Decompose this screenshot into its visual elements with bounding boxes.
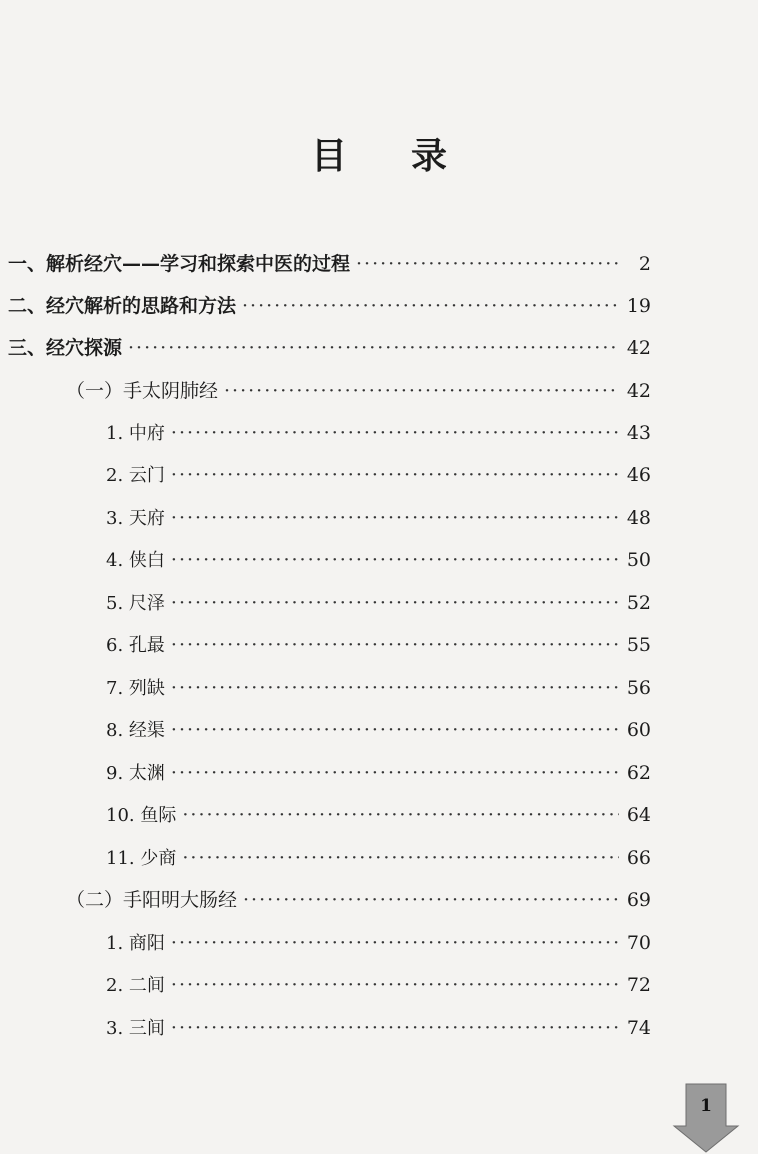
toc-entry[interactable] [106, 627, 651, 663]
dot-leader [171, 925, 619, 961]
toc-entry-page: 48 [626, 507, 651, 529]
toc-entry-page: 66 [626, 847, 651, 869]
toc-entry[interactable] [106, 415, 651, 451]
dot-leader [171, 415, 619, 451]
toc-entry-label: 三、经穴探源 [8, 337, 123, 359]
toc-entry-page: 52 [626, 592, 651, 614]
dot-leader [243, 882, 619, 918]
dot-leader [128, 330, 619, 366]
dot-leader [224, 373, 619, 409]
toc-entry-page: 43 [626, 422, 651, 444]
toc-entry-page: 69 [626, 889, 651, 911]
page-number-badge [672, 1082, 740, 1154]
toc-entry-label: 1. 中府 [106, 423, 165, 444]
toc-entry-label: 二、经穴解析的思路和方法 [8, 295, 237, 317]
dot-leader [242, 288, 619, 324]
toc-entry-label: 一、解析经穴——学习和探索中医的过程 [8, 253, 351, 275]
dot-leader [171, 670, 619, 706]
toc-entry-page: 64 [626, 804, 651, 826]
toc-entry[interactable] [106, 500, 651, 536]
toc-entry-page: 56 [626, 677, 651, 699]
toc-entry-page: 74 [626, 1017, 651, 1039]
toc-entry-page: 60 [626, 719, 651, 741]
toc-entry[interactable] [106, 925, 651, 961]
toc-entry[interactable] [106, 840, 651, 876]
toc-entry-page: 46 [626, 464, 651, 486]
arrow-down-icon [672, 1082, 740, 1154]
toc-entry-label: 7. 列缺 [106, 678, 165, 699]
toc-entry-label: 8. 经渠 [106, 720, 165, 741]
toc-entry-page: 50 [626, 549, 651, 571]
toc-entry[interactable] [106, 670, 651, 706]
toc-entry[interactable] [8, 330, 651, 366]
toc-entry[interactable] [106, 712, 651, 748]
toc-entry-page: 42 [626, 337, 651, 359]
toc-entry-label: 2. 云门 [106, 465, 165, 486]
page-number: 1 [700, 1096, 712, 1116]
toc-entry-label: 1. 商阳 [106, 933, 165, 954]
toc-entry-page: 42 [626, 380, 651, 402]
toc-entry[interactable] [66, 882, 651, 918]
dot-leader [171, 712, 619, 748]
toc-entry-label: （一）手太阴肺经 [66, 380, 219, 402]
toc-entry-page: 19 [626, 295, 651, 317]
toc-entry-label: 9. 太渊 [106, 763, 165, 784]
toc-entry-label: 5. 尺泽 [106, 593, 165, 614]
toc-entry[interactable] [106, 457, 651, 493]
dot-leader [171, 627, 619, 663]
dot-leader [171, 755, 619, 791]
dot-leader [171, 457, 619, 493]
dot-leader [182, 840, 619, 876]
toc-entry[interactable] [8, 288, 651, 324]
dot-leader [171, 1010, 619, 1046]
toc-entry-page: 55 [626, 634, 651, 656]
dot-leader [171, 585, 619, 621]
toc-entry-label: （二）手阳明大肠经 [66, 889, 238, 911]
title-char-2: 录 [411, 136, 448, 177]
toc-entry-page: 62 [626, 762, 651, 784]
toc-entry[interactable] [106, 967, 651, 1003]
dot-leader [182, 797, 619, 833]
toc-entry-label: 11. 少商 [106, 848, 177, 869]
toc-entry-label: 3. 天府 [106, 508, 165, 529]
toc-entry[interactable] [106, 542, 651, 578]
toc-entry[interactable] [106, 755, 651, 791]
toc-entry-label: 3. 三间 [106, 1018, 165, 1039]
toc-entry[interactable] [106, 585, 651, 621]
dot-leader [171, 500, 619, 536]
dot-leader [356, 246, 619, 282]
toc-entry[interactable] [66, 373, 651, 409]
title-char-1: 目 [311, 136, 348, 177]
toc-entry-label: 2. 二间 [106, 975, 165, 996]
toc-entry-label: 4. 侠白 [106, 550, 165, 571]
toc-entry-page: 2 [638, 253, 651, 275]
toc-entry-label: 10. 鱼际 [106, 805, 177, 826]
toc-entry-page: 72 [626, 974, 651, 996]
toc-entry[interactable] [106, 797, 651, 833]
dot-leader [171, 967, 619, 1003]
toc-entry-page: 70 [626, 932, 651, 954]
toc-entry[interactable] [106, 1010, 651, 1046]
toc-entry[interactable] [8, 246, 651, 282]
toc-entry-label: 6. 孔最 [106, 635, 165, 656]
dot-leader [171, 542, 619, 578]
